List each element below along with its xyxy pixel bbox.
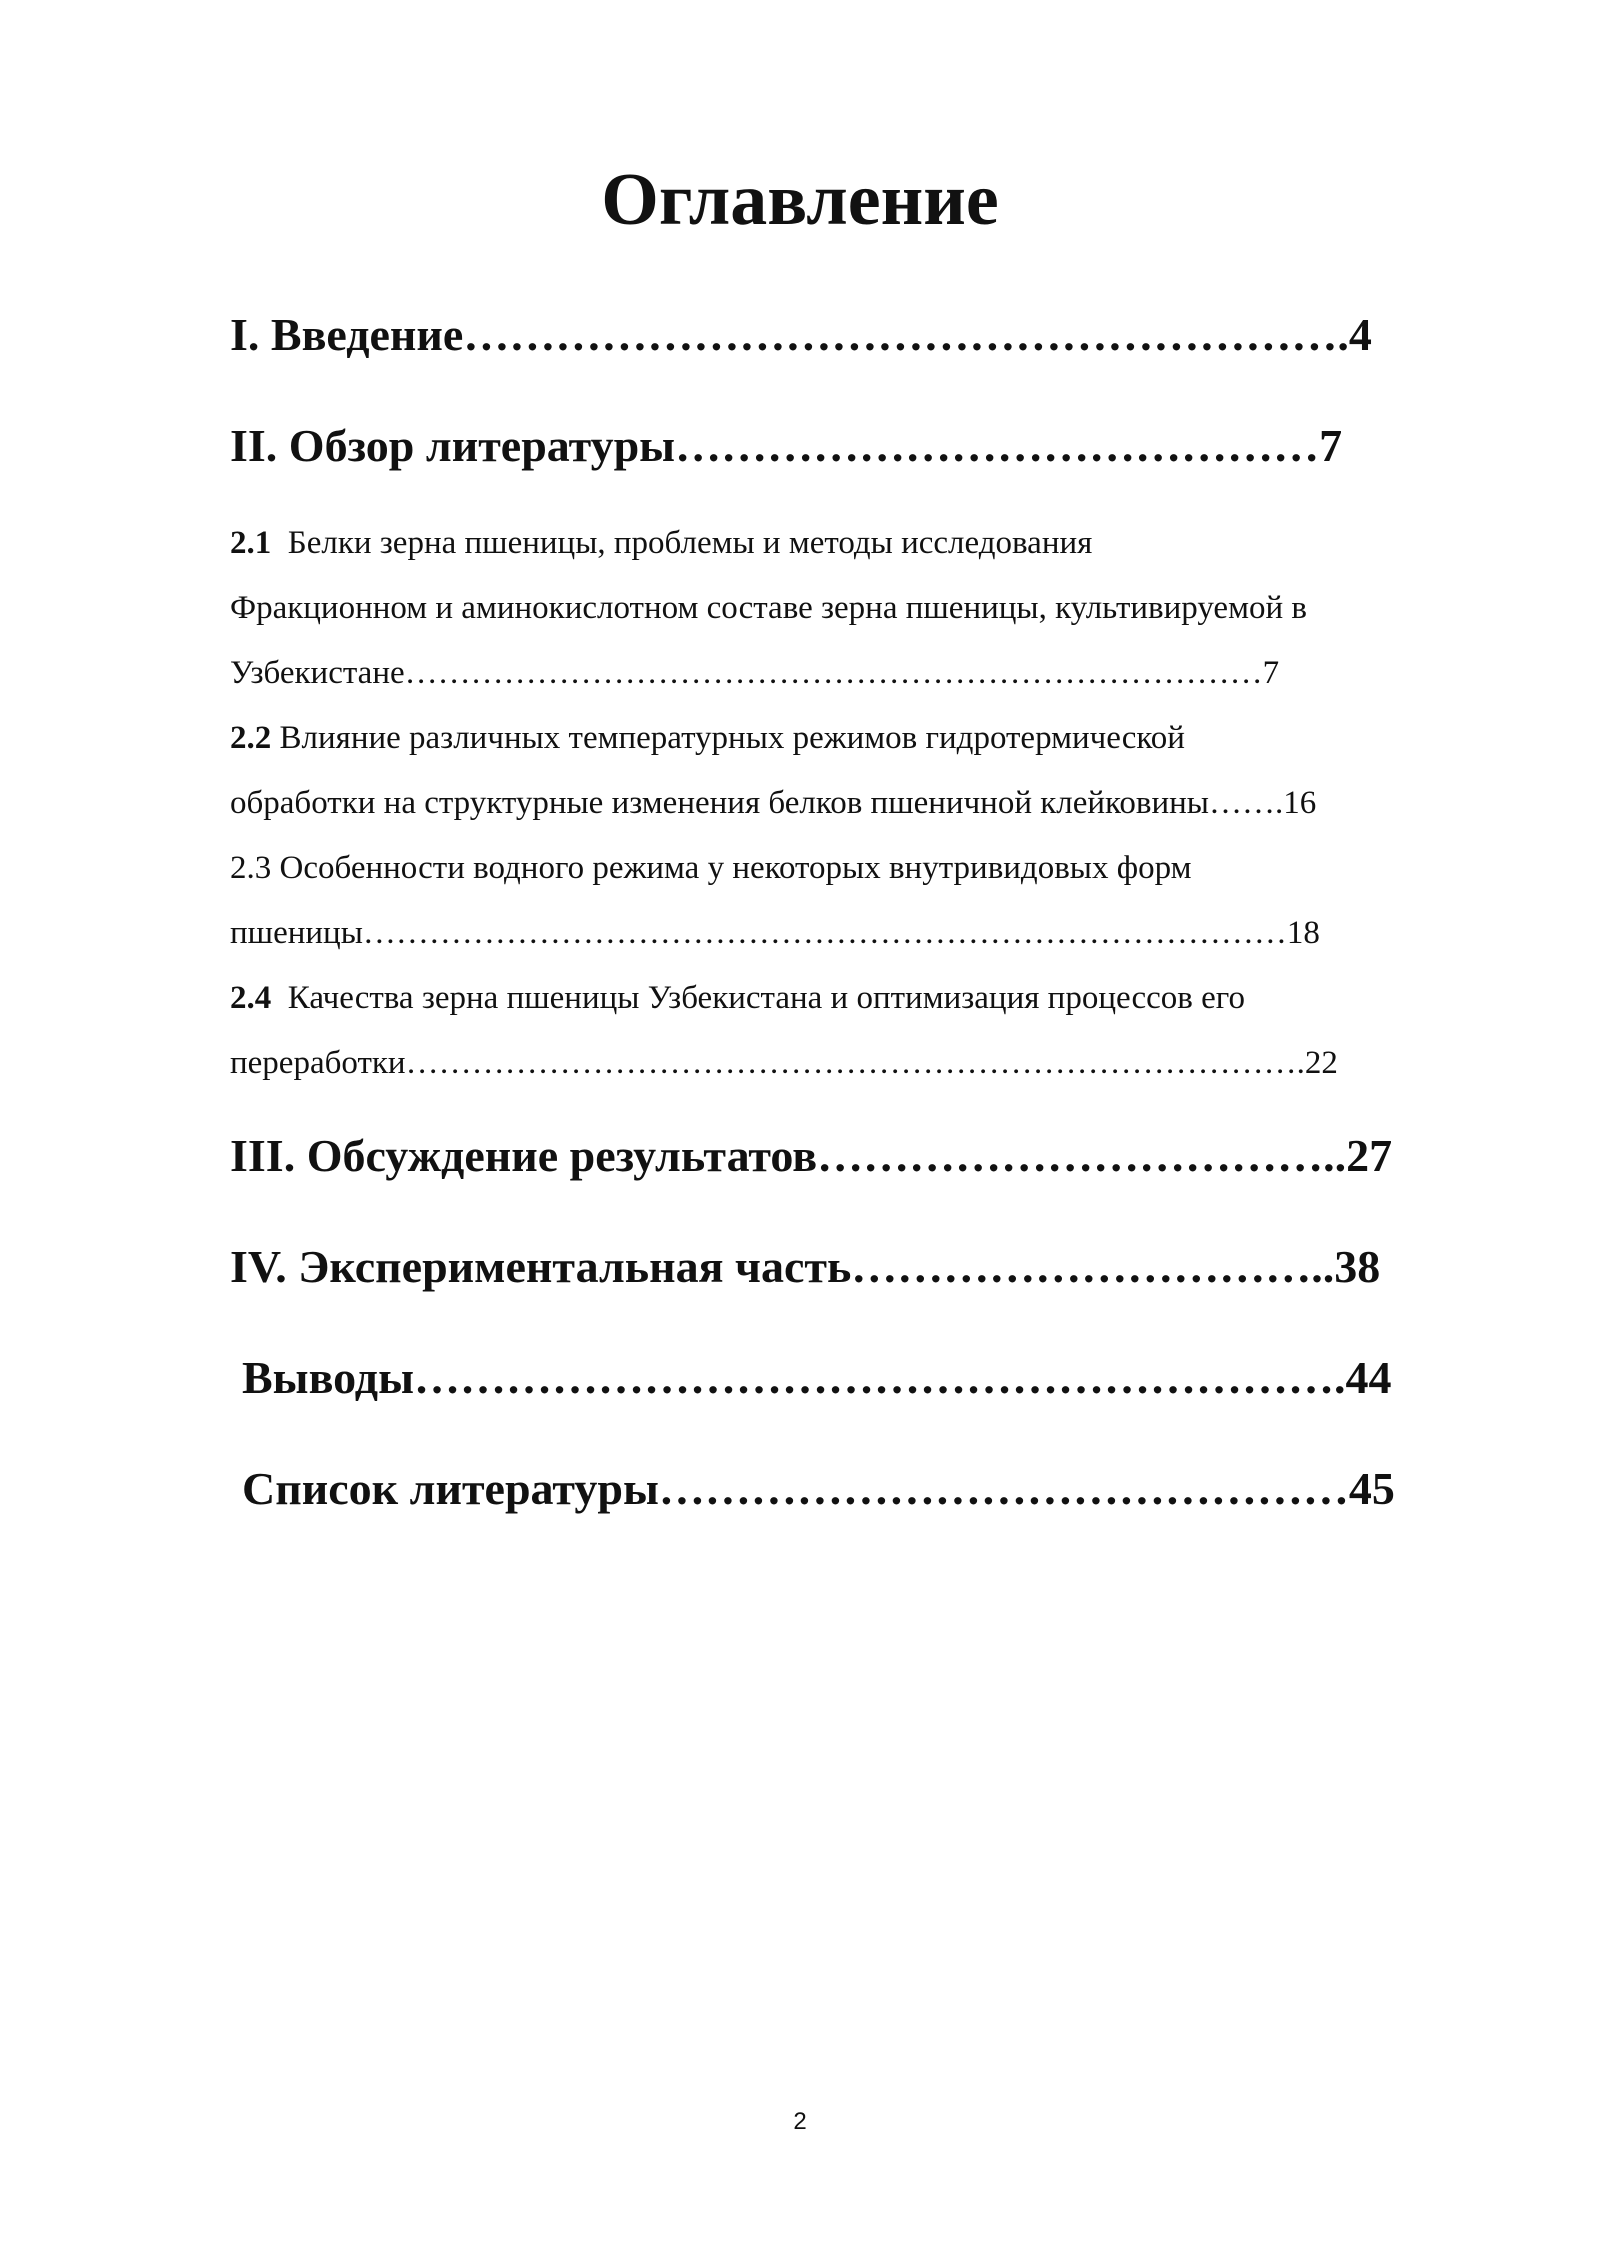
toc-subentry-line (230, 1031, 1495, 1096)
toc-subentry-text: переработки (230, 1045, 406, 1081)
toc-entry-results-discussion (230, 1126, 1495, 1186)
toc-subentry-number: 2.4 (230, 980, 272, 1016)
toc-page-number: 22 (1304, 1045, 1338, 1081)
toc-subentry-line (230, 836, 1495, 901)
toc-entry-label: IV. Экспериментальная часть (230, 1241, 852, 1292)
toc-subentry-line (230, 966, 1495, 1031)
toc-subentry-text: Фракционном и аминокислотном составе зерна пшеницы, культивируемой в (230, 590, 1307, 626)
toc-entry-conclusions (230, 1348, 1495, 1408)
table-of-contents (230, 300, 1495, 1519)
toc-leader: ………………………………………………………………………… (362, 915, 1287, 951)
toc-entry-label: I. Введение (230, 309, 464, 360)
page-title: Оглавление (601, 159, 999, 241)
toc-subentry-2-4 (230, 966, 1495, 1096)
toc-subentry-2-3 (230, 836, 1495, 966)
toc-subentry-number: 2.3 (230, 850, 272, 886)
toc-entry-label: Выводы (242, 1352, 414, 1403)
toc-page-number: 45 (1348, 1463, 1395, 1514)
toc-page-number: 27 (1346, 1130, 1393, 1181)
toc-entry-label: III. Обсуждение результатов (230, 1130, 818, 1181)
toc-subentry-text: Качества зерна пшеницы Узбекистана и оптимизация процессов его (287, 980, 1245, 1016)
toc-leader: ……. (1208, 785, 1284, 821)
toc-page-number: 4 (1348, 309, 1372, 360)
toc-page-number: 16 (1283, 785, 1317, 821)
toc-subentry-line (230, 576, 1495, 641)
toc-subentry-text: обработки на структурные изменения белков пшеничной клейковины (230, 785, 1209, 821)
toc-subentry-line (230, 771, 1495, 836)
toc-page-number: 7 (1262, 655, 1280, 691)
toc-leader: ……………………………………………………. (413, 1352, 1346, 1403)
toc-leader: ………………………….. (851, 1241, 1335, 1292)
toc-leader: …………………………………………………. (463, 309, 1349, 360)
toc-subentry-text: Особенности водного режима у некоторых внутривидовых форм (279, 850, 1192, 886)
toc-leader: …………………………………………………………………… (404, 655, 1263, 691)
toc-subentry-line (230, 511, 1495, 576)
toc-subentry-number: 2.2 (230, 720, 272, 756)
toc-subentry-line (230, 901, 1495, 966)
toc-page-number: 38 (1334, 1241, 1381, 1292)
toc-leader: …………………………….. (817, 1130, 1347, 1181)
toc-subentry-text: пшеницы (230, 915, 363, 951)
toc-entry-references (230, 1459, 1495, 1519)
toc-subentry-2-2 (230, 706, 1495, 836)
toc-entry-label: II. Обзор литературы (230, 420, 676, 471)
toc-subentry-2-1 (230, 511, 1495, 706)
toc-subentry-text: Влияние различных температурных режимов гидротермической (279, 720, 1185, 756)
toc-entry-experimental-part (230, 1237, 1495, 1297)
toc-page-number: 18 (1286, 915, 1320, 951)
toc-leader: …………………………………… (675, 420, 1320, 471)
toc-entry-introduction (230, 305, 1495, 365)
toc-leader: ……………………………………… (658, 1463, 1349, 1514)
toc-subentry-text: Белки зерна пшеницы, проблемы и методы исследования (287, 525, 1093, 561)
toc-subentry-line (230, 641, 1495, 706)
toc-subentry-line (230, 706, 1495, 771)
toc-subentry-number: 2.1 (230, 525, 272, 561)
toc-entry-literature-review (230, 416, 1495, 476)
page-number: 2 (793, 2108, 807, 2135)
toc-page-number: 7 (1319, 420, 1343, 471)
toc-page-number: 44 (1345, 1352, 1392, 1403)
toc-leader: ………………………………………………………………………. (405, 1045, 1305, 1081)
toc-subentry-text: Узбекистане (230, 655, 405, 691)
toc-entry-label: Список литературы (242, 1463, 659, 1514)
